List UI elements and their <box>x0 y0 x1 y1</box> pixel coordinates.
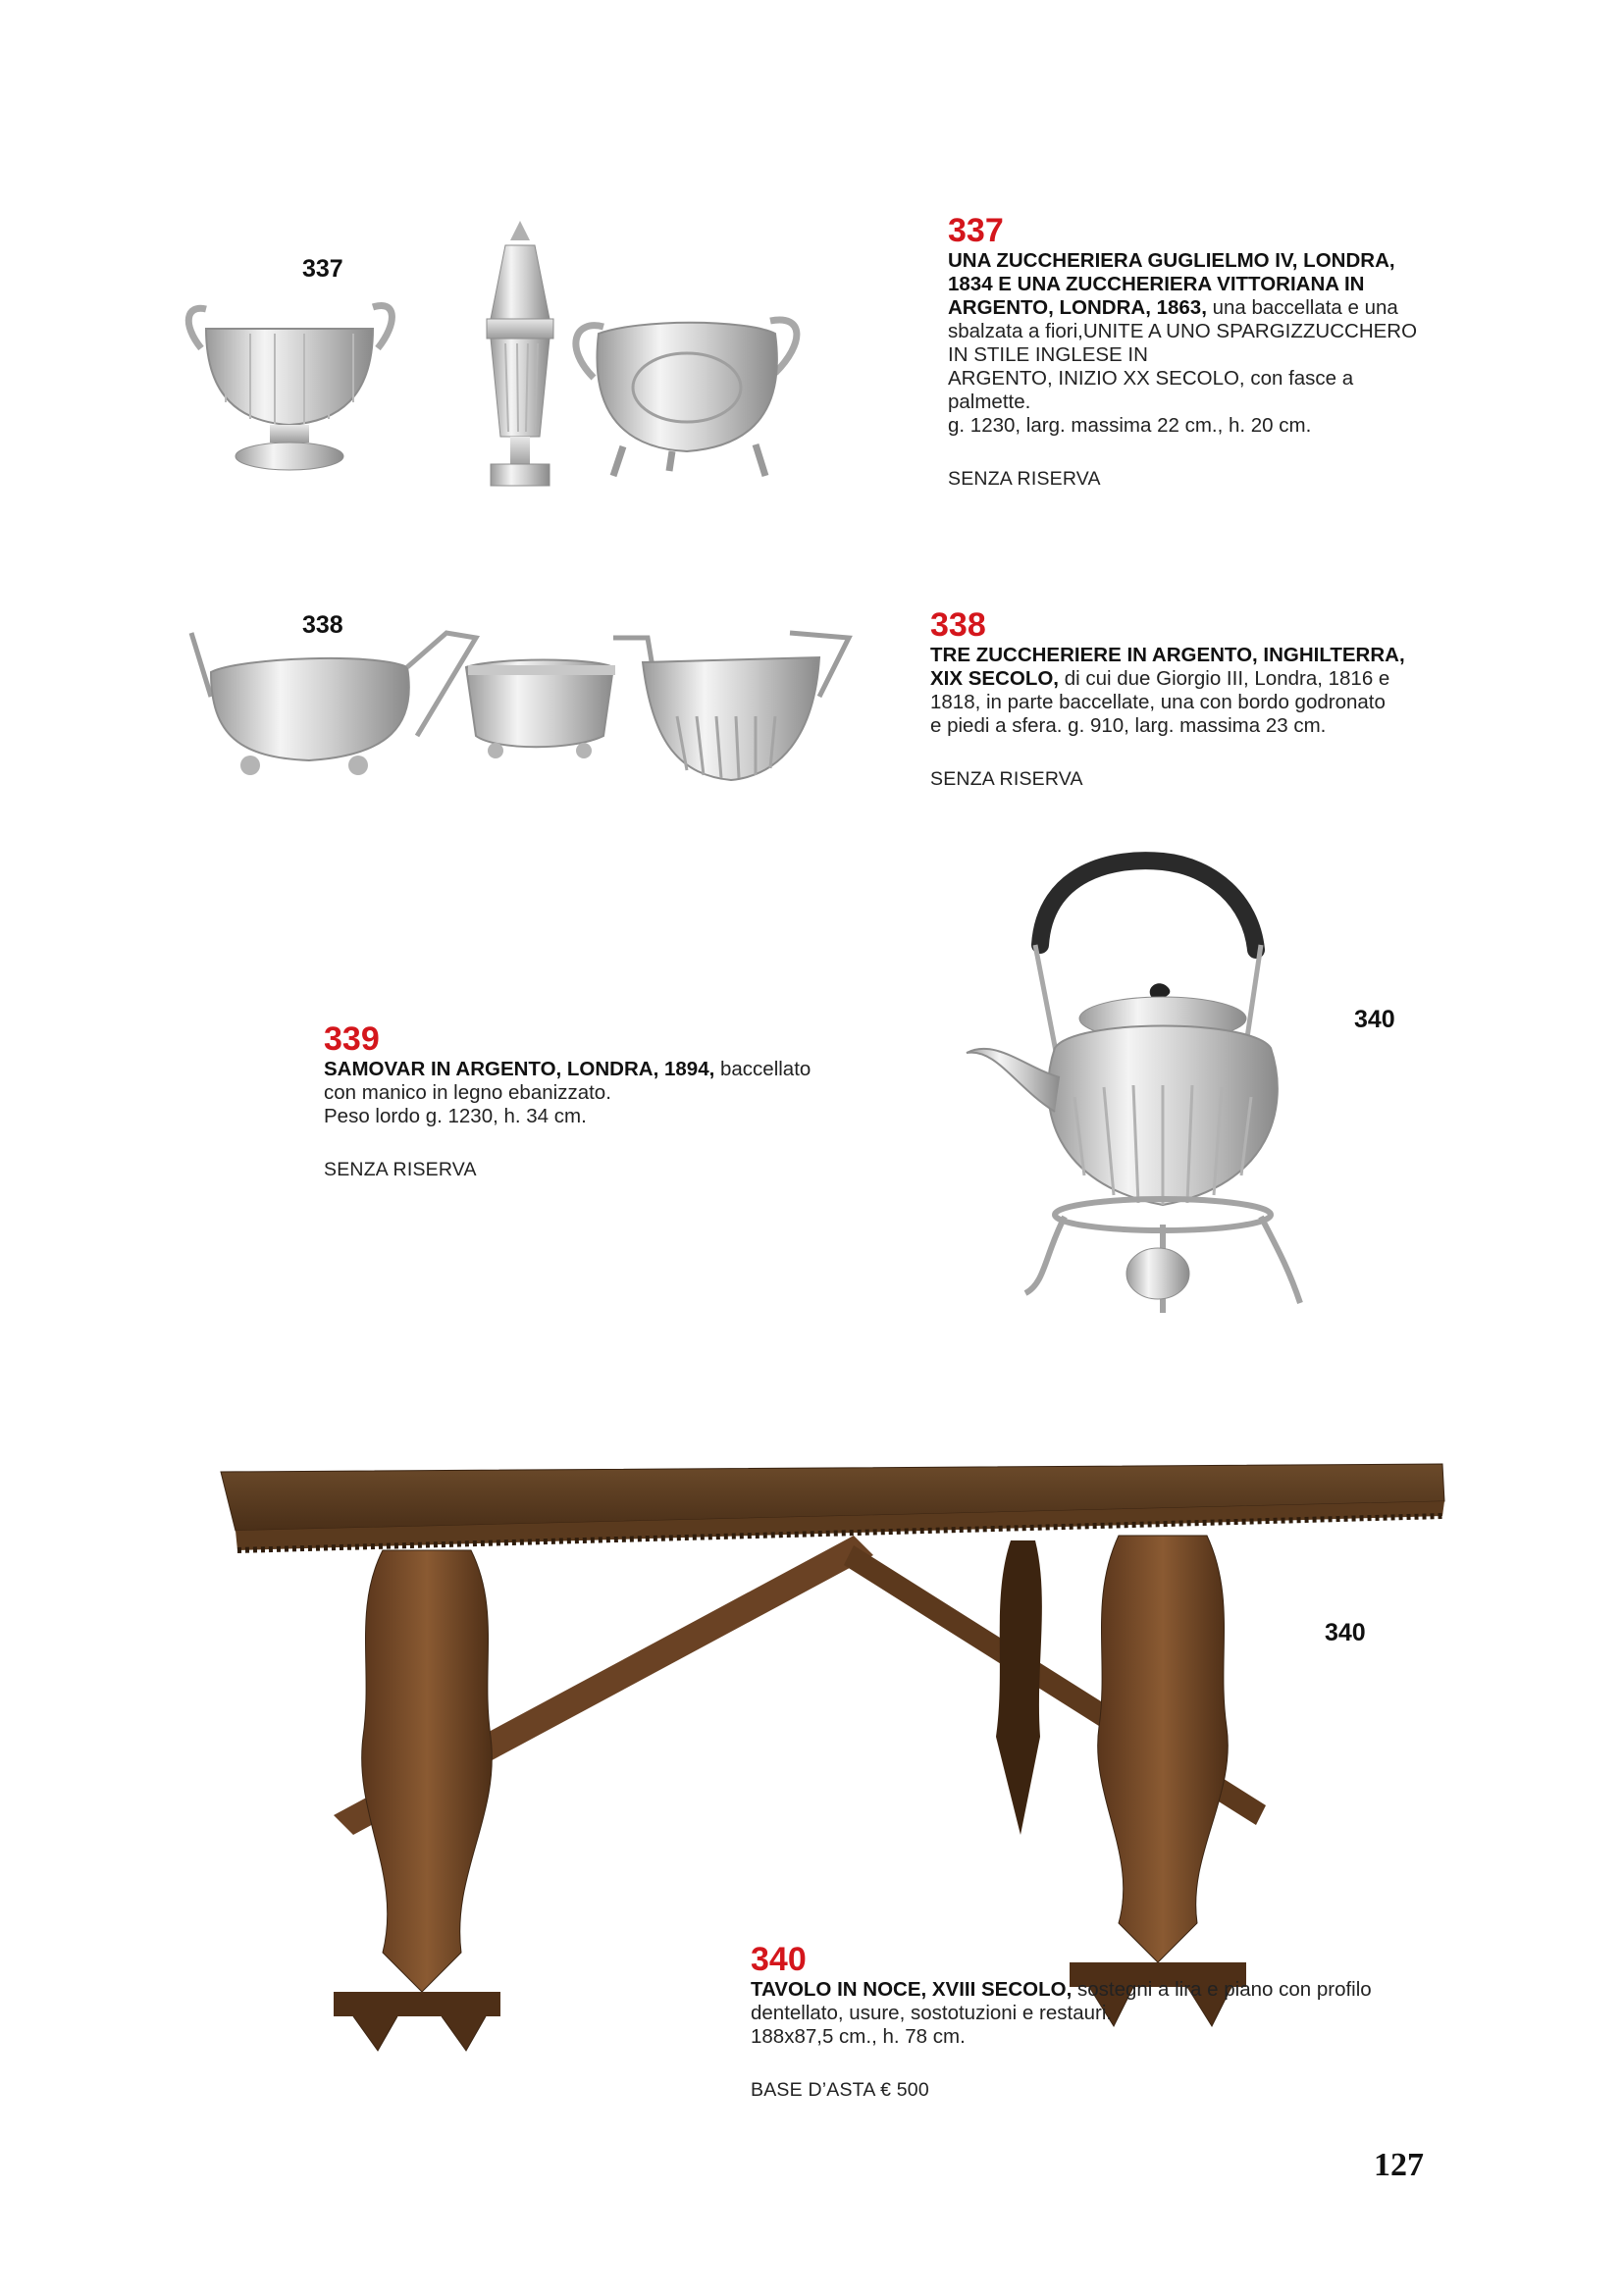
lot-338-description <box>930 608 1499 791</box>
kettle-image <box>967 861 1300 1313</box>
lot-title-line: TAVOLO IN NOCE, XVIII SECOLO, <box>751 1978 1073 2001</box>
lot-337-description <box>948 214 1497 491</box>
lot-title-line: TRE ZUCCHERIERE IN ARGENTO, INGHILTERRA, <box>930 644 1405 666</box>
lot-338-photo <box>182 628 859 805</box>
lot-description-text: sostegni a lira e piano con profilo <box>1072 1978 1372 2001</box>
page-number: 127 <box>1374 2147 1424 2183</box>
lot-number: 340 <box>751 1941 807 1978</box>
reserve-note: SENZA RISERVA <box>324 1159 477 1180</box>
reserve-note: SENZA RISERVA <box>930 768 1083 790</box>
lot-description-line: sbalzata a fiori,UNITE A UNO SPARGIZZUCCHERO <box>948 320 1418 342</box>
lot-title-line: ARGENTO, LONDRA, 1863, <box>948 296 1207 319</box>
lot-description-text: una baccellata e una <box>1206 296 1398 319</box>
lot-description-line: 188x87,5 cm., h. 78 cm. <box>751 2025 966 2048</box>
lot-339-description <box>324 1022 913 1181</box>
lot-description-line: 1818, in parte baccellate, una con bordo godronato <box>930 691 1386 713</box>
lot-title-line: XIX SECOLO, <box>930 667 1059 690</box>
lot-number: 338 <box>930 606 986 644</box>
lot-title-line: UNA ZUCCHERIERA GUGLIELMO IV, LONDRA, <box>948 249 1395 272</box>
lot-337-photo <box>177 211 864 505</box>
lot-description-line: ARGENTO, INIZIO XX SECOLO, con fasce a <box>948 367 1354 390</box>
photo-label-340: 340 <box>1325 1619 1366 1646</box>
lot-description-line: e piedi a sfera. g. 910, larg. massima 23 cm. <box>930 714 1327 737</box>
sugar-bowl-3-image <box>613 633 849 780</box>
sugar-bowl-left-image <box>188 305 392 470</box>
sugar-bowl-right-image <box>576 320 797 476</box>
photo-label-338: 338 <box>302 611 343 639</box>
lot-description-line: palmette. <box>948 391 1031 413</box>
lot-title-line: 1834 E UNA ZUCCHERIERA VITTORIANA IN <box>948 273 1365 295</box>
lot-340-description <box>751 1943 1438 2102</box>
lot-description-text: baccellato <box>714 1058 812 1080</box>
lot-description-line: IN STILE INGLESE IN <box>948 343 1148 366</box>
photo-label-339: 340 <box>1354 1006 1395 1033</box>
photo-label-337: 337 <box>302 255 343 283</box>
reserve-note: SENZA RISERVA <box>948 468 1101 490</box>
starting-bid: BASE D’ASTA € 500 <box>751 2079 929 2101</box>
lot-description-line: Peso lordo g. 1230, h. 34 cm. <box>324 1105 587 1127</box>
lot-description-line: con manico in legno ebanizzato. <box>324 1081 611 1104</box>
lot-339-photo <box>957 852 1330 1362</box>
sugar-caster-image <box>487 221 553 486</box>
lot-number: 337 <box>948 212 1004 249</box>
lot-description-line: dentellato, usure, sostotuzioni e restauri. <box>751 2002 1113 2024</box>
lot-description-text: di cui due Giorgio III, Londra, 1816 e <box>1059 667 1390 690</box>
lot-title-line: SAMOVAR IN ARGENTO, LONDRA, 1894, <box>324 1058 715 1080</box>
lot-description-line: g. 1230, larg. massima 22 cm., h. 20 cm. <box>948 414 1312 437</box>
sugar-bowl-1-image <box>191 633 476 775</box>
lot-number: 339 <box>324 1020 380 1058</box>
sugar-bowl-2-image <box>466 660 615 759</box>
